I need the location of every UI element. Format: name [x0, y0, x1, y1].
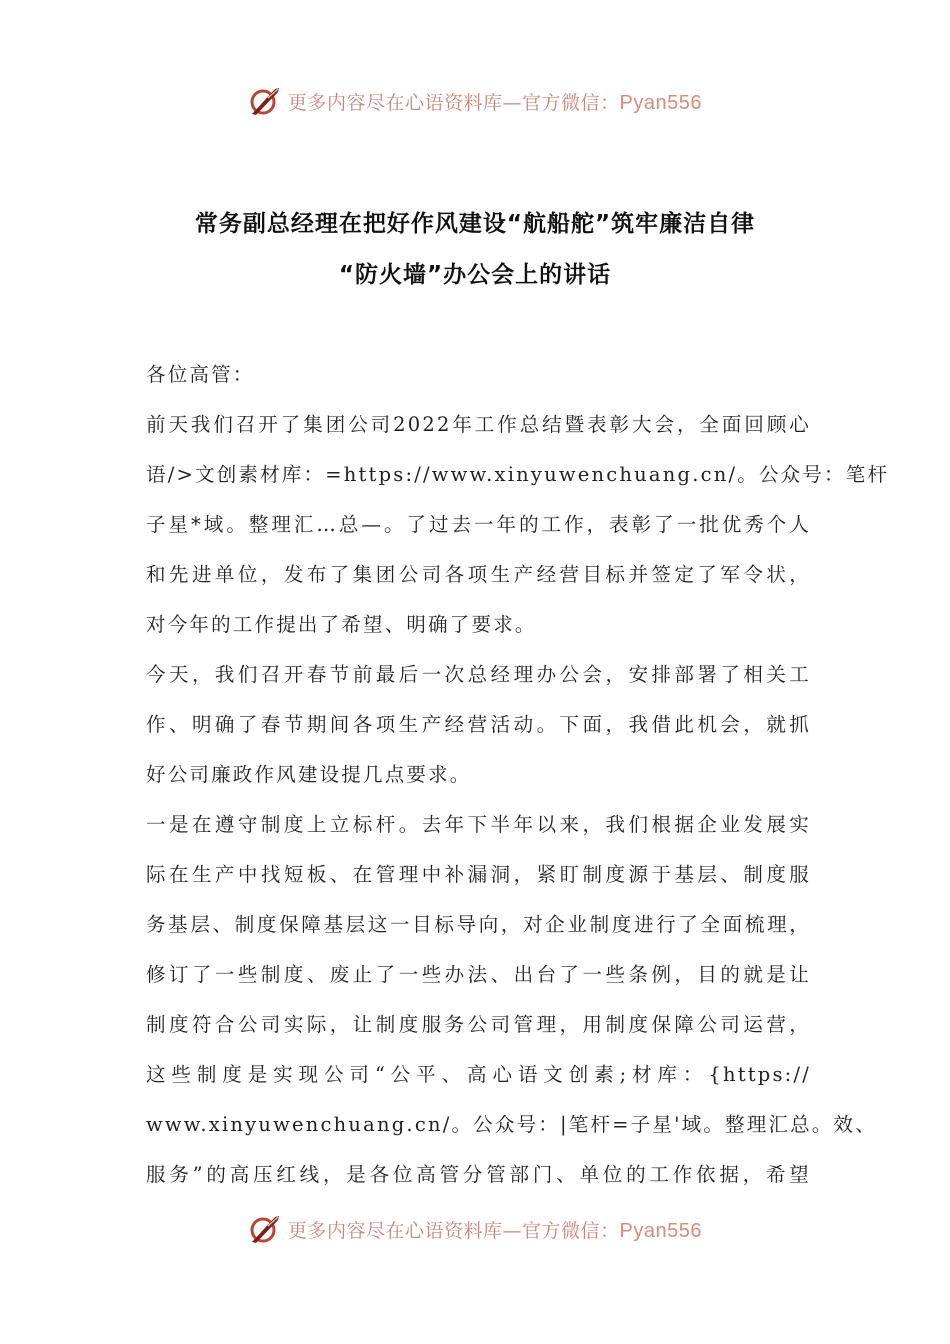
- banner-wechat-id: Pyan556: [619, 1219, 702, 1242]
- body-line: 对今年的工作提出了希望、明确了要求。: [146, 613, 537, 636]
- banner-text: 更多内容尽在心语资料库—官方微信：: [288, 91, 620, 114]
- document-title-line-2: “防火墙”办公会上的讲话: [338, 262, 612, 288]
- body-line: 好公司廉政作风建设提几点要求。: [146, 763, 472, 786]
- header-watermark-banner: [0, 84, 950, 118]
- body-line: 子星*域。整理汇…总—。了过去一年的工作，表彰了一批优秀个人: [146, 513, 811, 536]
- body-line: 一是在遵守制度上立标杆。去年下半年以来，我们根据企业发展实: [146, 813, 811, 836]
- banner-wechat-id: Pyan556: [619, 91, 702, 114]
- quill-logo-icon: [248, 84, 282, 118]
- document-body: [146, 350, 890, 1200]
- body-line: 这些制度是实现公司“公平、高心语文创素;材库：{https://: [146, 1063, 811, 1086]
- body-line: www.xinyuwenchuang.cn/。公众号：|笔杆=子星'域。整理汇总。效、: [146, 1113, 877, 1136]
- quill-logo-icon: [248, 1212, 282, 1246]
- body-line: 作、明确了春节期间各项生产经营活动。下面，我借此机会，就抓: [146, 713, 811, 736]
- body-line: 前天我们召开了集团公司2022年工作总结暨表彰大会，全面回顾心: [146, 413, 811, 436]
- body-line: 今天，我们召开春节前最后一次总经理办公会，安排部署了相关工: [146, 663, 811, 686]
- footer-watermark-banner: [0, 1212, 950, 1246]
- body-line: 制度符合公司实际，让制度服务公司管理，用制度保障公司运营，: [146, 1013, 811, 1036]
- body-line: 和先进单位，发布了集团公司各项生产经营目标并签定了军令状，: [146, 563, 811, 586]
- body-line: 服务”的高压红线，是各位高管分管部门、单位的工作依据，希望: [146, 1163, 811, 1186]
- body-line: 语/>文创素材库：=https://www.xinyuwenchuang.cn/。公众号：笔杆: [146, 463, 890, 486]
- body-line: 修订了一些制度、废止了一些办法、出台了一些条例，目的就是让: [146, 963, 811, 986]
- body-line: 各位高管：: [146, 363, 255, 386]
- body-line: 际在生产中找短板、在管理中补漏洞，紧盯制度源于基层、制度服: [146, 863, 811, 886]
- body-line: 务基层、制度保障基层这一目标导向，对企业制度进行了全面梳理，: [146, 913, 811, 936]
- banner-text: 更多内容尽在心语资料库—官方微信：: [288, 1219, 620, 1242]
- document-title-line-1: 常务副总经理在把好作风建设“航船舵”筑牢廉洁自律: [194, 211, 756, 237]
